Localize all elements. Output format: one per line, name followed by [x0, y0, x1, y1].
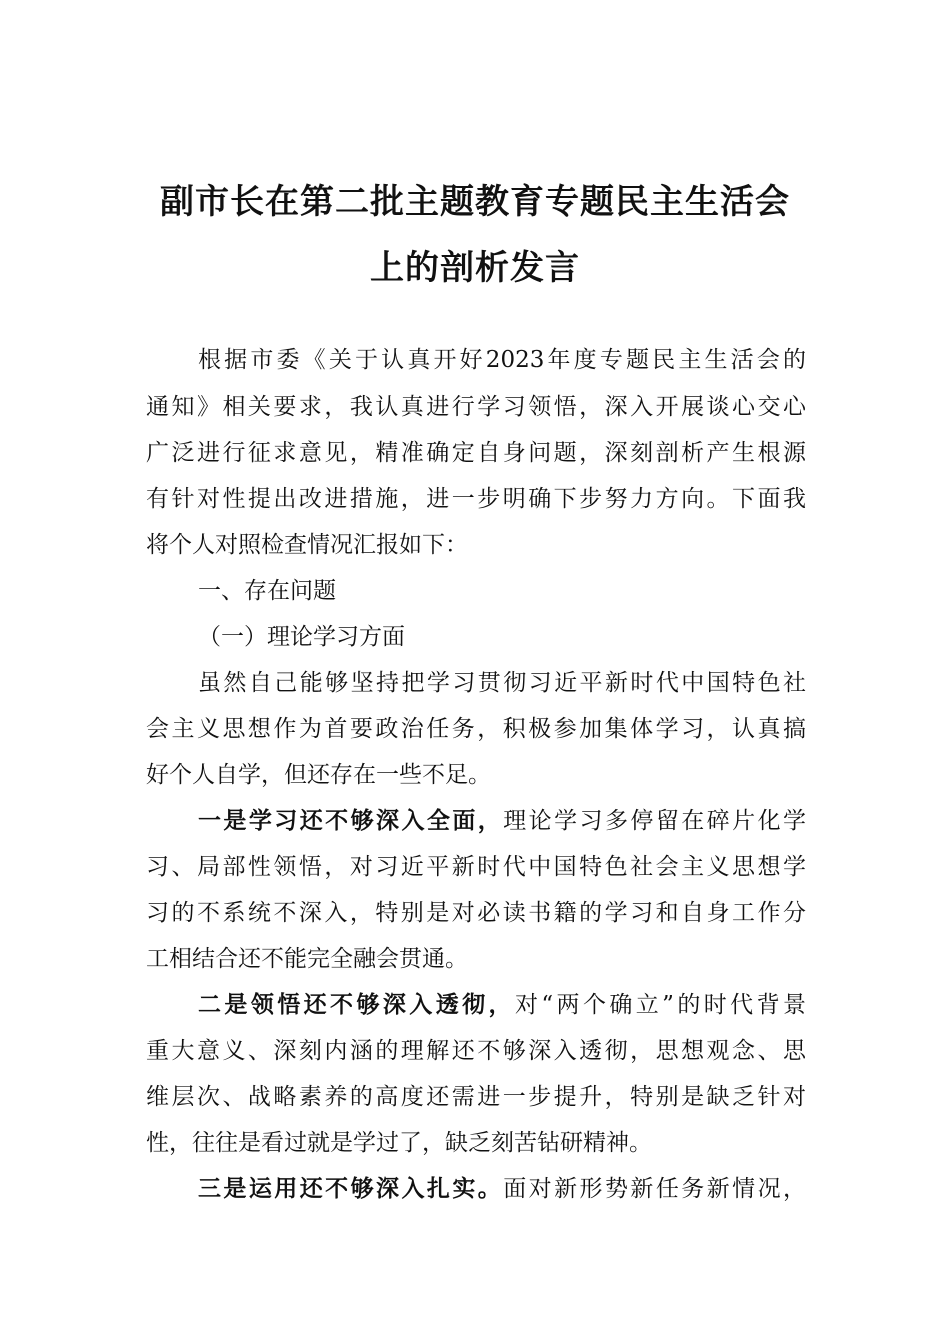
- paragraph-line: 习的不系统不深入，特别是对必读书籍的学习和自身工作分: [146, 900, 806, 926]
- paragraph-line: 工相结合还不能完全融会贯通。: [146, 946, 468, 972]
- key-point-label: 三是运用还不够深入扎实。: [198, 1175, 504, 1202]
- document-title-line-1: 副市长在第二批主题教育专题民主生活会: [160, 182, 790, 222]
- paragraph-line: 好个人自学，但还存在一些不足。: [146, 762, 491, 788]
- paragraph-line: 虽然自己能够坚持把学习贯彻习近平新时代中国特色社: [198, 670, 806, 696]
- paragraph-line: 会主义思想作为首要政治任务，积极参加集体学习，认真搞: [146, 716, 806, 742]
- paragraph-line: 维层次、战略素养的高度还需进一步提升，特别是缺乏针对: [146, 1084, 806, 1110]
- paragraph-line: 性，往往是看过就是学过了，缺乏刻苦钻研精神。: [146, 1130, 652, 1156]
- paragraph-line: 重大意义、深刻内涵的理解还不够深入透彻，思想观念、思: [146, 1038, 806, 1064]
- paragraph-line: 通知》相关要求，我认真进行学习领悟，深入开展谈心交心: [146, 394, 806, 420]
- key-point-label: 二是领悟还不够深入透彻，: [198, 991, 515, 1018]
- paragraph-line: [198, 989, 806, 1023]
- key-point-label: 一是学习还不够深入全面，: [198, 807, 504, 834]
- subsection-heading: （一）理论学习方面: [198, 624, 405, 650]
- paragraph-line: 广泛进行征求意见，精准确定自身问题，深刻剖析产生根源: [146, 440, 806, 466]
- paragraph-line: 有针对性提出改进措施，进一步明确下步努力方向。下面我: [146, 486, 806, 512]
- paragraph-line: 将个人对照检查情况汇报如下：: [146, 532, 468, 558]
- paragraph-line: 习、局部性领悟，对习近平新时代中国特色社会主义思想学: [146, 854, 806, 880]
- key-point-text: 理论学习多停留在碎片化学: [503, 808, 807, 834]
- key-point-text: 对“两个确立”的时代背景: [514, 992, 806, 1018]
- document-title-line-2: 上的剖析发言: [370, 248, 580, 288]
- paragraph-line: [198, 805, 806, 839]
- paragraph-line: [198, 1173, 806, 1207]
- key-point-text: 面对新形势新任务新情况，: [503, 1176, 807, 1202]
- section-heading: 一、存在问题: [198, 578, 336, 604]
- paragraph-line: 根据市委《关于认真开好2023年度专题民主生活会的: [198, 347, 806, 373]
